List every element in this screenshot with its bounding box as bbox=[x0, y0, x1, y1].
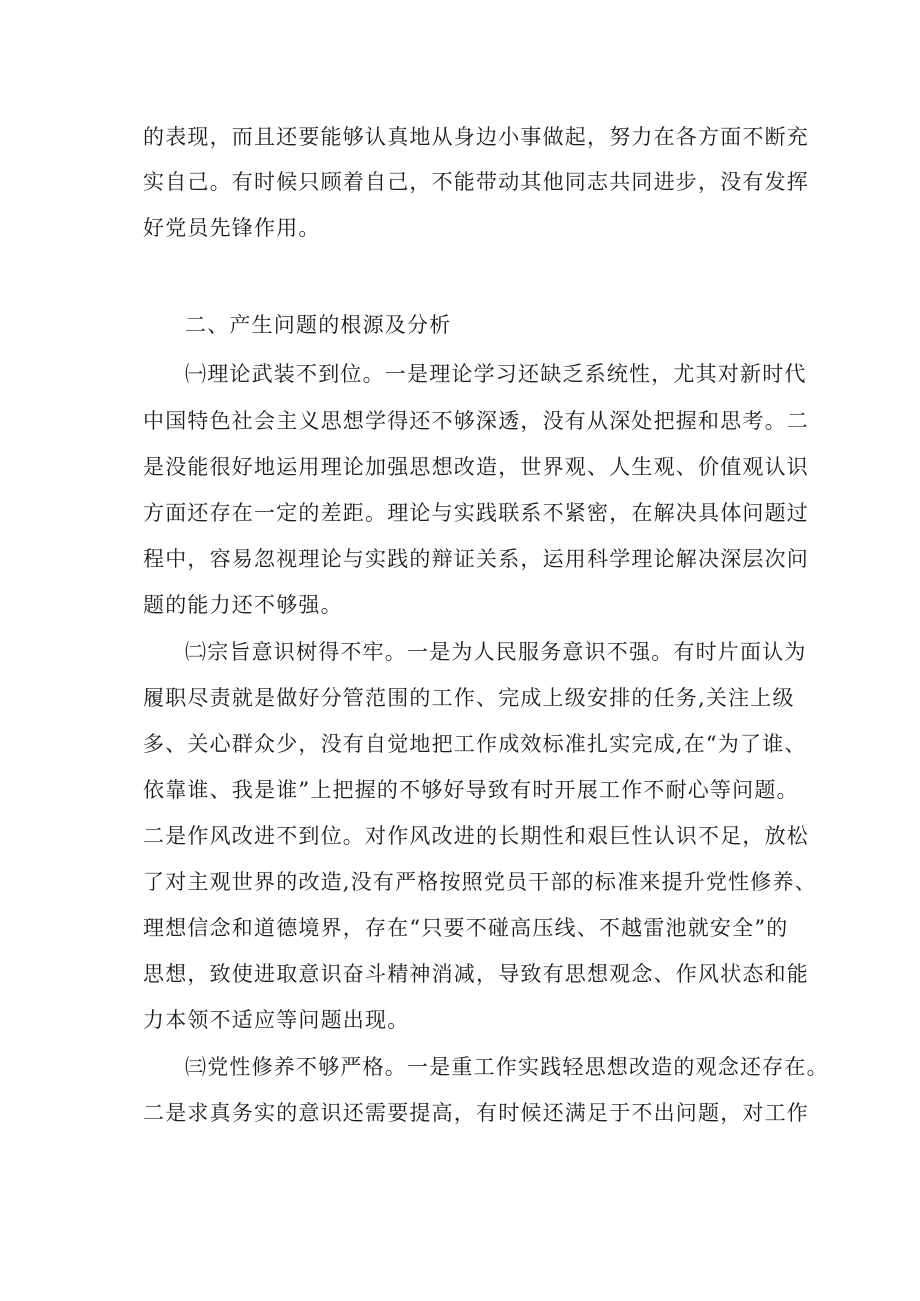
paragraph-line: 思想，致使进取意识奋斗精神消减，导致有思想观念、作风状态和能 bbox=[143, 962, 809, 986]
paragraph-line: ㈡宗旨意识树得不牢。一是为人民服务意识不强。有时片面认为 bbox=[185, 640, 807, 664]
paragraph-line: 中国特色社会主义思想学得还不够深透，没有从深处把握和思考。二 bbox=[143, 409, 809, 433]
section-heading: 二、产生问题的根源及分析 bbox=[185, 313, 452, 337]
paragraph-line: 依靠谁、我是谁”上把握的不够好导致有时开展工作不耐心等问题。 bbox=[143, 778, 799, 802]
paragraph-line: 多、关心群众少，没有自觉地把工作成效标准扎实完成,在“为了谁、 bbox=[143, 732, 807, 756]
paragraph-line: 履职尽责就是做好分管范围的工作、完成上级安排的任务,关注上级 bbox=[143, 686, 795, 710]
paragraph-line: ㈠理论武装不到位。一是理论学习还缺乏系统性，尤其对新时代 bbox=[185, 362, 807, 386]
paragraph-line: 好党员先锋作用。 bbox=[143, 216, 321, 240]
paragraph-line: 方面还存在一定的差距。理论与实践联系不紧密，在解决具体问题过 bbox=[143, 501, 809, 525]
paragraph-line: 是没能很好地运用理论加强思想改造，世界观、人生观、价值观认识 bbox=[143, 455, 809, 479]
paragraph-line: 了对主观世界的改造,没有严格按照党员干部的标准来提升党性修养、 bbox=[143, 870, 817, 894]
paragraph-line: 二是求真务实的意识还需要提高，有时候还满足于不出问题，对工作 bbox=[143, 1101, 809, 1125]
paragraph-line: ㈢党性修养不够严格。一是重工作实践轻思想改造的观念还存在。 bbox=[185, 1055, 829, 1079]
paragraph-line: 程中，容易忽视理论与实践的辩证关系，运用科学理论解决深层次问 bbox=[143, 547, 809, 571]
paragraph-line: 题的能力还不够强。 bbox=[143, 593, 343, 617]
paragraph-line: 力本领不适应等问题出现。 bbox=[143, 1008, 410, 1032]
paragraph-line: 二是作风改进不到位。对作风改进的长期性和艰巨性认识不足，放松 bbox=[143, 824, 809, 848]
paragraph-line: 实自己。有时候只顾着自己，不能带动其他同志共同进步，没有发挥 bbox=[143, 170, 809, 194]
paragraph-line: 的表现，而且还要能够认真地从身边小事做起，努力在各方面不断充 bbox=[143, 125, 809, 149]
paragraph-line: 理想信念和道德境界，存在“只要不碰高压线、不越雷池就安全”的 bbox=[143, 916, 789, 940]
